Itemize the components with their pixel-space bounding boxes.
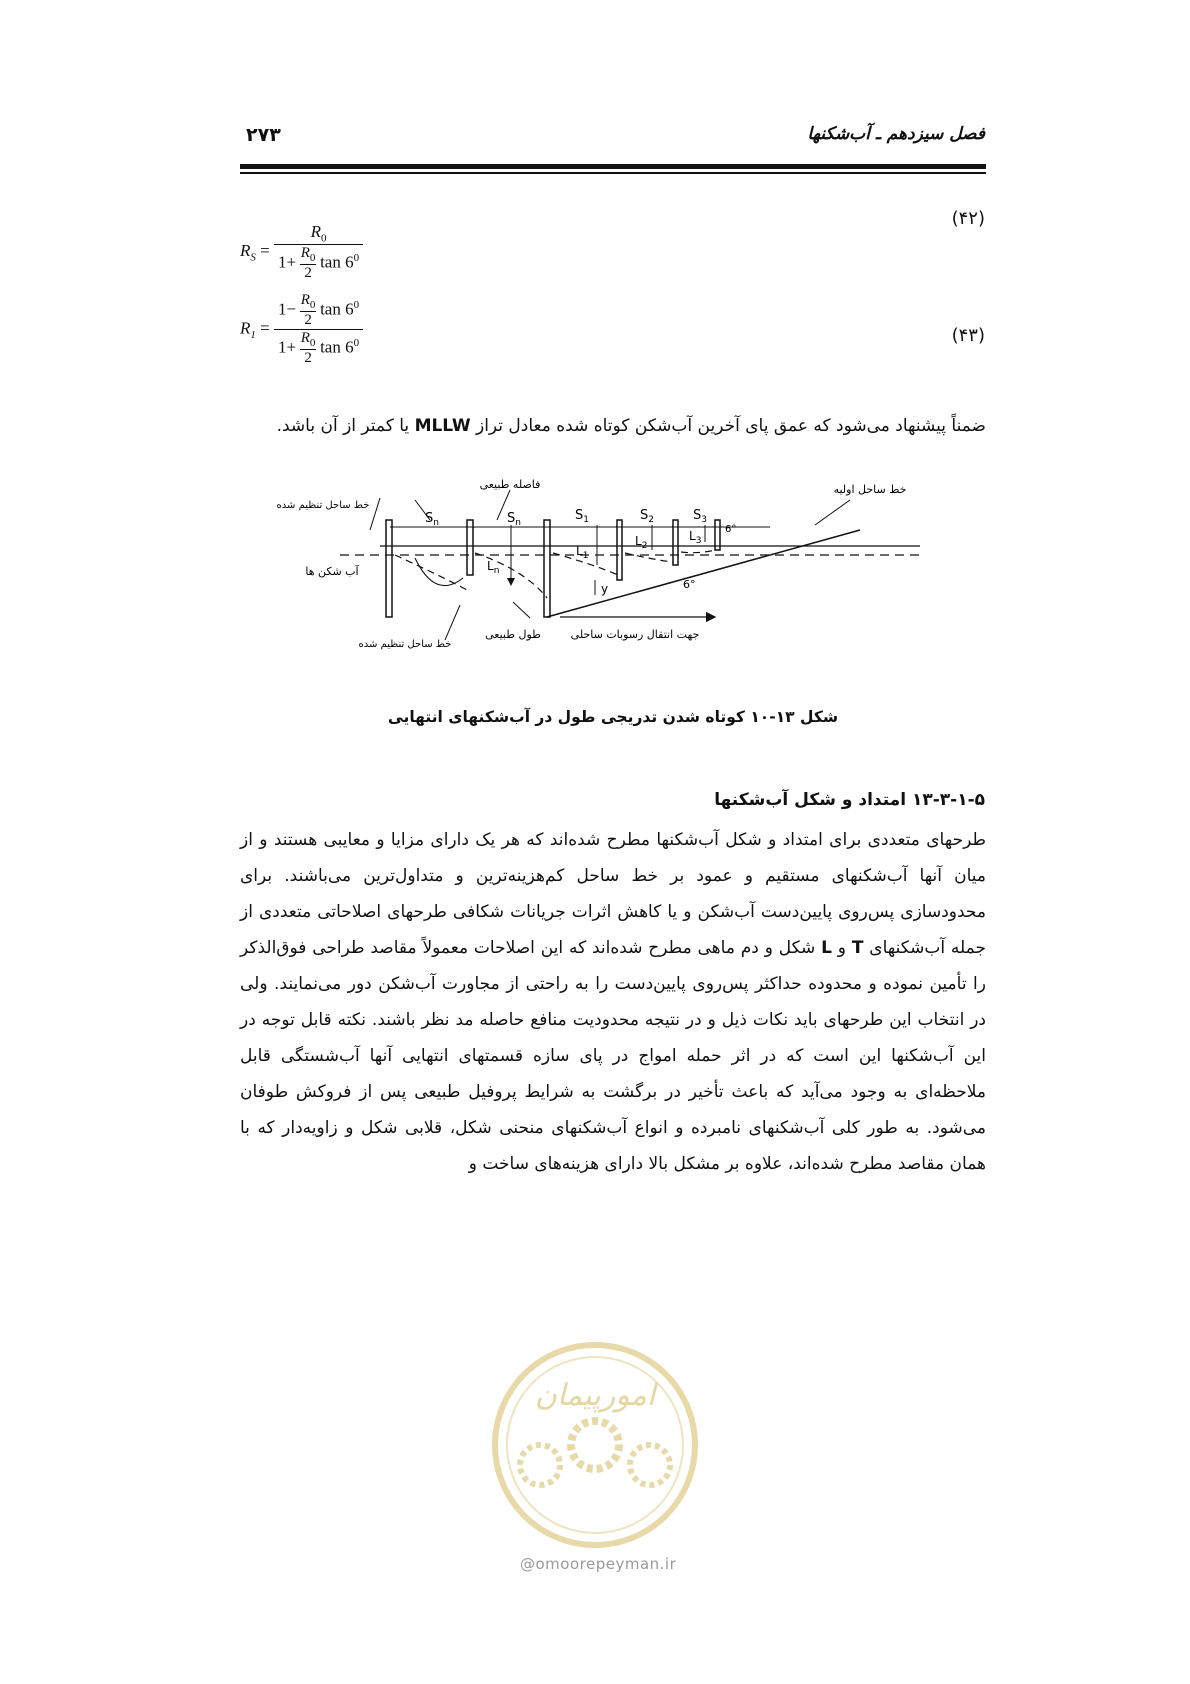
slope-line (547, 530, 860, 617)
adjusted-curve (415, 558, 463, 586)
label-initial-shoreline: خط ساحل اولیه (833, 483, 907, 496)
label-l3: $L_3$ (689, 529, 702, 546)
label-s1: $S_1$ (575, 508, 589, 525)
groin-shortening-diagram (276, 478, 925, 695)
shoreline-curve-5 (681, 550, 715, 553)
label-angle-top: 6° (725, 524, 737, 535)
body-paragraph: طرحهای متعددی برای امتداد و شکل آب‌شکنها مطرح شده‌اند که هر یک دارای مزایا و معایبی هستند و از میان آنها آب‌شکنهای مستقیم و عمود بر خط ساحل کم‌هزینه‌ترین و متداول‌ترین می‌باشند. برای محدودسازی پس‌روی پایین‌دست آب‌شکن و یا کاهش اثرات جریانات شکافی طرحهای اصلاحاتی متعددی از جمله آب‌شکنهای T و L شکل و دم ماهی مطرح شده‌اند که این اصلاحات معمولاً مقاصد طراحی فوق‌الذکر را تأمین نموده و محدوده حداکثر پس‌روی پایین‌دست را به راحتی از مجاورت آب‌شکن دور می‌نمایند. ولی در انتخاب این طرحهای باید نکات ذیل و در نتیجه محدودیت منافع حاصله مد نظر باشند. نکته قابل توجه در این آب‌شکنها این است که در اثر حمله امواج در پای سازه قسمتهای انتهایی آنها آب‌شستگی قابل ملاحظه‌ای به وجود می‌آید که باعث تأخیر در برگشت به شرایط پروفیل طبیعی پس از فروکش طوفان می‌شود. به طور کلی آب‌شکنهای نامبرده و انواع آب‌شکنهای منحنی شکل، قلابی شکل و زاویه‌دار که با همان مقاصد مطرح شده‌اند، علاوه بر مشکل بالا دارای هزینه‌های ساخت و (240, 830, 986, 1174)
label-groins: آب شکن ها (305, 565, 359, 578)
label-adjusted-shoreline-top: خط ساحل تنظیم شده (276, 500, 370, 511)
label-sn-1: $S_n$ (425, 511, 439, 528)
label-l1: $L_1$ (576, 544, 589, 561)
intro-paragraph: ضمناً پیشنهاد می‌شود که عمق پای آخرین آب‌شکن کوتاه شده معادل تراز MLLW یا کمتر از آن باشد. (276, 416, 986, 436)
adjusted-shoreline-leader (370, 498, 380, 530)
groin-4 (617, 520, 622, 580)
groin-2 (467, 520, 473, 575)
label-angle-bottom: 6° (683, 578, 696, 591)
label-adjusted-shoreline-bottom: خط ساحل تنظیم شده (358, 639, 452, 650)
label-y: y (601, 582, 609, 596)
header-rule-thick (240, 164, 986, 169)
watermark-logo-text: امورپیمان (534, 1378, 656, 1413)
section-heading: ۱۳-۳-۱-۵ امتداد و شکل آب‌شکنها (714, 790, 985, 810)
label-natural-length: طول طبیعی (485, 628, 541, 641)
groin-1 (386, 520, 392, 617)
equation-42: $R_S$ = $R_0$ 1+ $\frac{R_0}{2}$ $\tan 6^0$ (240, 222, 363, 282)
shoreline-curve-1 (395, 555, 467, 590)
watermark-url: @omoorepeyman.ir (520, 1555, 677, 1573)
label-natural-spacing: فاصله طبیعی (479, 478, 541, 491)
label-sn-2: $S_n$ (507, 511, 521, 528)
label-l2: $L_2$ (635, 534, 648, 551)
shoreline-curve-4 (625, 553, 673, 562)
figure-caption: شکل ۱۳-۱۰ کوتاه شدن تدریجی طول در آب‌شکنهای انتهایی (387, 708, 839, 726)
header-rule-thin (240, 172, 986, 174)
natural-length-leader (513, 602, 530, 618)
equation-43: $R_1$ = 1− $\frac{R_0}{2}$ $\tan 6^0$ 1+ $\frac{R_0}{2}$ $\tan 6^0$ (240, 292, 363, 367)
label-ln: $L_n$ (487, 559, 500, 576)
chapter-title: فصل سیزدهم ـ آب‌شکنها (807, 124, 985, 144)
label-s3: $S_3$ (693, 508, 707, 525)
label-s2: $S_2$ (640, 508, 654, 525)
page-number: ۲۷۳ (246, 124, 281, 146)
equation-number-42: (۴۲) (951, 208, 985, 229)
adjusted-shoreline-leader-bottom (445, 605, 460, 640)
equation-number-43: (۴۳) (951, 325, 985, 346)
initial-shoreline-leader (815, 500, 850, 525)
watermark-logo (470, 1335, 720, 1555)
groin-3 (544, 520, 550, 617)
label-sediment-direction: جهت انتقال رسوبات ساحلی (570, 628, 700, 641)
